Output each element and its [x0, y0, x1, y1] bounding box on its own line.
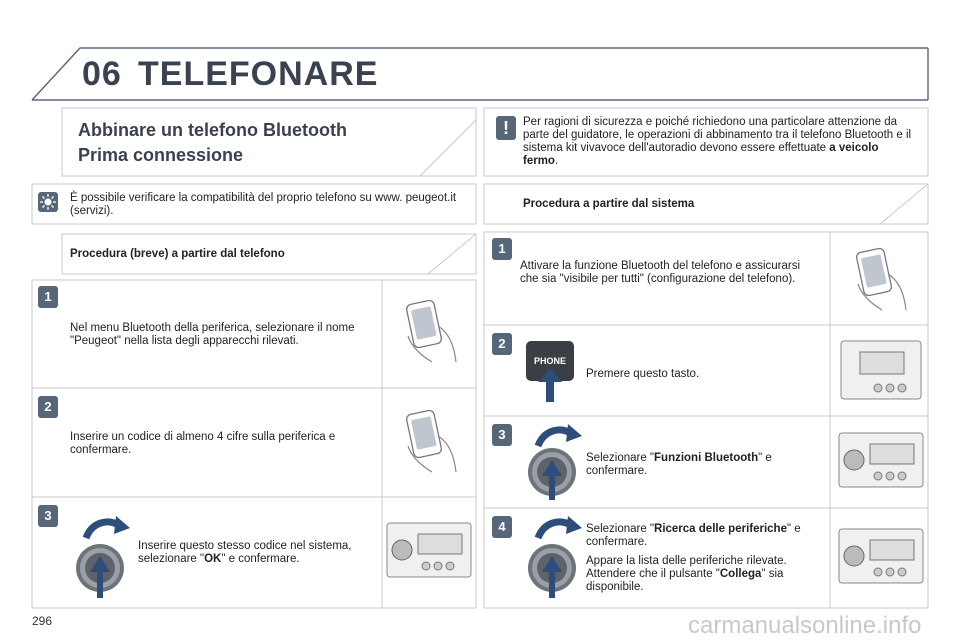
right-step-2-text: Premere questo tasto. — [586, 368, 700, 380]
left-procedure-title: Procedura (breve) a partire dal telefono — [70, 248, 285, 260]
step-badge-right-1: 1 — [492, 238, 512, 260]
phone-hand-icon — [848, 244, 912, 316]
chapter-title: TELEFONARE — [138, 55, 379, 93]
phone-button-label: PHONE — [533, 356, 566, 366]
radio-unit-icon — [840, 340, 922, 400]
chapter-number: 06 — [82, 55, 122, 93]
phone-hand-icon — [398, 296, 462, 368]
left-step-2-text: Inserire un codice di almeno 4 cifre sulla periferica e confermare. — [70, 431, 336, 456]
left-step-1-text: Nel menu Bluetooth della periferica, selezionare il nome "Peugeot" nella lista degli apparecchi rilevati. — [70, 322, 355, 347]
right-step-3-text: Selezionare "Funzioni Bluetooth" e confermare. — [586, 452, 772, 477]
warning-icon: ! — [496, 116, 516, 140]
radio-unit-icon — [838, 432, 924, 488]
rotary-knob-icon — [72, 512, 134, 600]
right-step-4-text-2: Appare la lista delle periferiche rilevate. Attendere che il pulsante "Collega" sia disponibile. — [586, 555, 787, 593]
step-badge-left-2: 2 — [38, 396, 58, 418]
step-badge-right-3: 3 — [492, 424, 512, 446]
arrow-up-icon — [538, 368, 562, 402]
left-step-3-text: Inserire questo stesso codice nel sistema, selezionare "OK" e confermare. — [138, 540, 352, 565]
section-title: Abbinare un telefono Bluetooth — [78, 120, 347, 140]
radio-unit-icon — [386, 522, 472, 578]
step-badge-left-1: 1 — [38, 286, 58, 308]
rotary-knob-icon — [524, 514, 586, 602]
section-subtitle: Prima connessione — [78, 145, 244, 165]
tip-text: È possibile verificare la compatibilità del proprio telefono su www. peugeot.it (servizi). — [70, 192, 457, 217]
step-badge-right-4: 4 — [492, 516, 512, 538]
step-badge-left-3: 3 — [38, 505, 58, 527]
lightbulb-icon — [38, 192, 58, 212]
right-step-1-text: Attivare la funzione Bluetooth del telefono e assicurarsi che sia "visibile per tutti" (configurazione del telefono). — [520, 260, 800, 285]
rotary-knob-icon — [524, 422, 586, 502]
page-number: 296 — [32, 614, 53, 628]
phone-hand-icon — [398, 406, 462, 478]
right-step-4-text: Selezionare "Ricerca delle periferiche" e confermare. — [586, 523, 801, 548]
warning-text: Per ragioni di sicurezza e poiché richiedono una particolare attenzione da parte del guidatore, le operazioni di abbinamento tra il telefono Bluetooth e il sistema kit vivavoce dell'autoradio devono essere effettuate a veicolo fermo. — [523, 116, 912, 167]
right-procedure-title: Procedura a partire dal sistema — [523, 198, 695, 210]
step-badge-right-2: 2 — [492, 333, 512, 355]
watermark: carmanualsonline.info — [688, 612, 922, 639]
radio-unit-icon — [838, 528, 924, 584]
